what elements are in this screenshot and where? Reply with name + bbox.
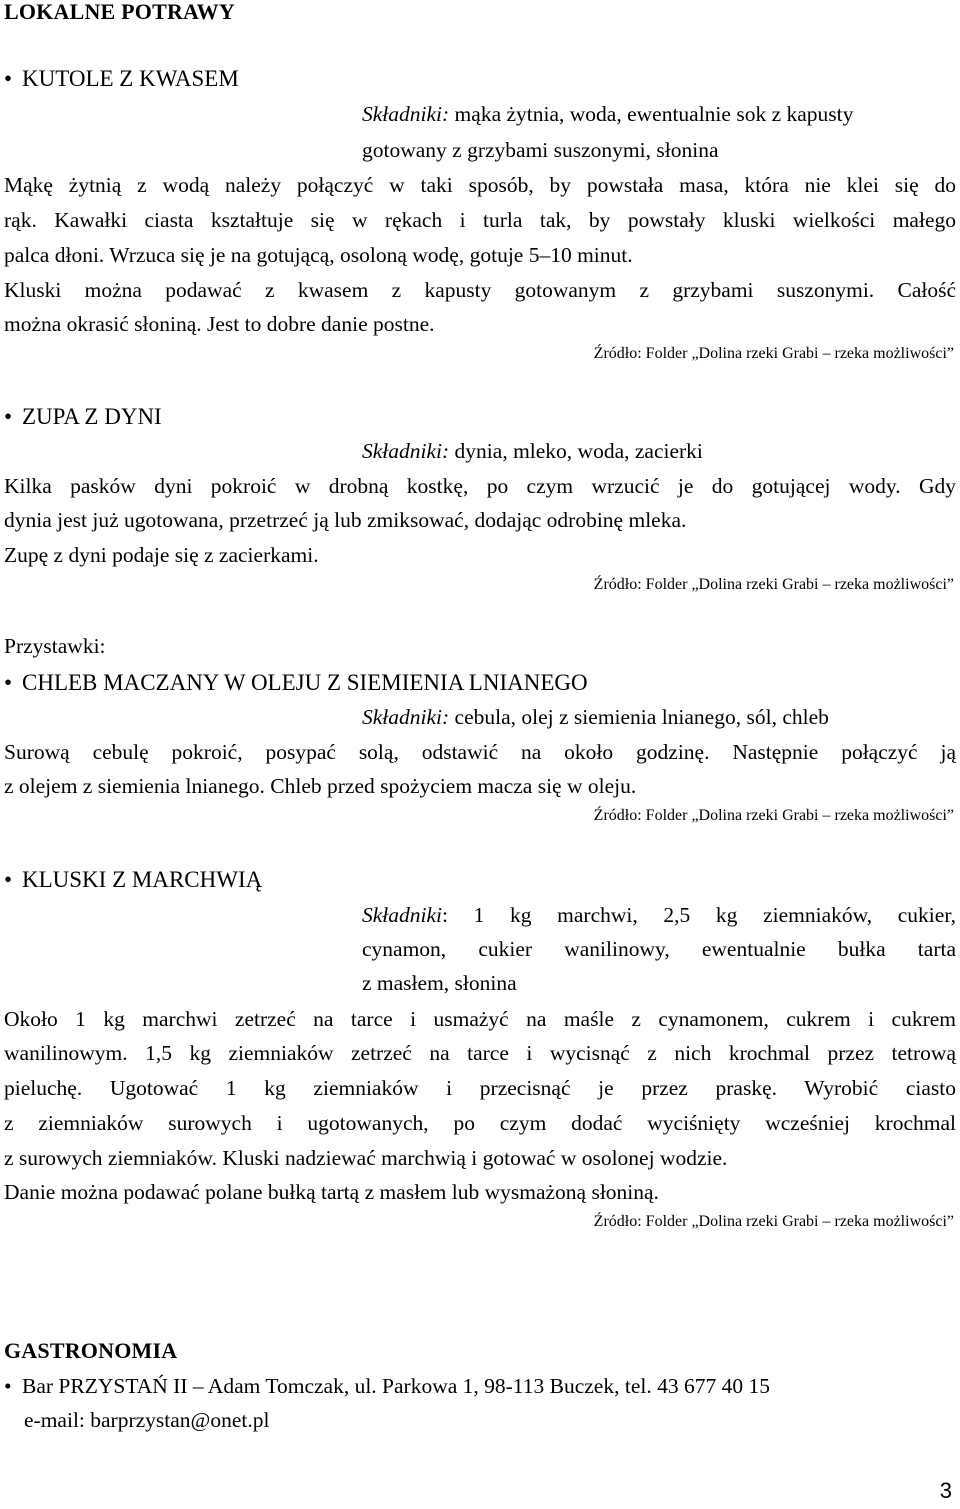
paragraph-line: pieluchę. Ugotować 1 kg ziemniaków i przecisnąć je przez praskę. Wyrobić ciasto xyxy=(4,1076,956,1100)
paragraph-line: Kluski można podawać z kwasem z kapusty gotowanym z grzybami suszonymi. Całość xyxy=(4,278,956,302)
ingredients-text: : 1 kg marchwi, 2,5 kg ziemniaków, cukier, xyxy=(442,903,956,927)
paragraph-line: z surowych ziemniaków. Kluski nadziewać marchwią i gotować w osolonej wodzie. xyxy=(4,1146,728,1170)
gastronomia-entry-text: Bar PRZYSTAŃ II – Adam Tomczak, ul. Parkowa 1, 98-113 Buczek, tel. 43 677 40 15 xyxy=(22,1374,770,1398)
recipe-title: CHLEB MACZANY W OLEJU Z SIEMIENIA LNIANEGO xyxy=(22,670,588,695)
paragraph-line: Surową cebulę pokroić, posypać solą, odstawić na około godzinę. Następnie połączyć ją xyxy=(4,740,956,764)
source-note: Źródło: Folder „Dolina rzeki Grabi – rzeka możliwości” xyxy=(593,807,954,824)
recipe-heading-zupa xyxy=(4,404,162,430)
ingredients-label: Składniki xyxy=(362,903,443,927)
ingredients-label: Składniki: xyxy=(362,705,450,729)
paragraph-line: z ziemniaków surowych i ugotowanych, po czym dodać wyciśnięty wcześniej krochmal xyxy=(4,1111,956,1135)
paragraph-line: palca dłoni. Wrzuca się je na gotującą, osoloną wodę, gotuje 5–10 minut. xyxy=(4,243,633,267)
gastronomia-email: e-mail: barprzystan@onet.pl xyxy=(24,1408,270,1432)
ingredients-label: Składniki: xyxy=(362,102,450,126)
source-note: Źródło: Folder „Dolina rzeki Grabi – rzeka możliwości” xyxy=(593,1213,954,1230)
section-heading-przystawki: Przystawki: xyxy=(4,634,106,658)
recipe-heading-kutole xyxy=(4,66,239,92)
ingredients-line xyxy=(362,439,703,464)
page-number: 3 xyxy=(939,1478,952,1503)
recipe-heading-kluski xyxy=(4,867,262,893)
paragraph-line: można okrasić słoniną. Jest to dobre danie postne. xyxy=(4,312,435,336)
ingredients-text: cebula, olej z siemienia lnianego, sól, chleb xyxy=(454,705,829,729)
ingredients-line xyxy=(362,705,829,730)
paragraph-line: z olejem z siemienia lnianego. Chleb przed spożyciem macza się w oleju. xyxy=(4,774,637,798)
ingredients-line xyxy=(362,102,853,127)
paragraph-line: Mąkę żytnią z wodą należy połączyć w taki sposób, by powstała masa, która nie klei się do xyxy=(4,173,956,197)
gastronomia-entry xyxy=(4,1374,770,1399)
ingredients-line: gotowany z grzybami suszonymi, słonina xyxy=(362,138,719,162)
ingredients-line xyxy=(362,903,956,928)
recipe-heading-chleb xyxy=(4,670,588,696)
recipe-title: ZUPA Z DYNI xyxy=(22,404,162,429)
ingredients-text: mąka żytnia, woda, ewentualnie sok z kapusty xyxy=(454,102,854,126)
bullet-icon: • xyxy=(4,670,13,695)
paragraph-line: Zupę z dyni podaje się z zacierkami. xyxy=(4,543,319,567)
gastronomia-title: GASTRONOMIA xyxy=(4,1338,178,1363)
ingredients-label: Składniki: xyxy=(362,439,450,463)
page-title: LOKALNE POTRAWY xyxy=(4,0,235,24)
paragraph-line: wanilinowym. 1,5 kg ziemniaków zetrzeć na tarce i wycisnąć z nich krochmal przez tetrową xyxy=(4,1041,956,1065)
bullet-icon: • xyxy=(4,867,13,892)
source-note: Źródło: Folder „Dolina rzeki Grabi – rzeka możliwości” xyxy=(593,576,954,593)
paragraph-line: rąk. Kawałki ciasta kształtuje się w rękach i turla tak, by powstały kluski wielkości małego xyxy=(4,208,956,232)
paragraph-line: Około 1 kg marchwi zetrzeć na tarce i usmażyć na maśle z cynamonem, cukrem i cukrem xyxy=(4,1007,956,1031)
source-note: Źródło: Folder „Dolina rzeki Grabi – rzeka możliwości” xyxy=(593,345,954,362)
bullet-icon: • xyxy=(4,404,13,429)
recipe-title: KUTOLE Z KWASEM xyxy=(22,66,239,91)
recipe-title: KLUSKI Z MARCHWIĄ xyxy=(22,867,263,892)
ingredients-line: cynamon, cukier wanilinowy, ewentualnie bułka tarta xyxy=(362,937,956,961)
ingredients-line: z masłem, słonina xyxy=(362,971,517,995)
bullet-icon: • xyxy=(4,1374,12,1398)
ingredients-text: dynia, mleko, woda, zacierki xyxy=(454,439,703,463)
paragraph-line: Kilka pasków dyni pokroić w drobną kostkę, po czym wrzucić je do gotującej wody. Gdy xyxy=(4,474,956,498)
paragraph-line: dynia jest już ugotowana, przetrzeć ją lub zmiksować, dodając odrobinę mleka. xyxy=(4,508,687,532)
bullet-icon: • xyxy=(4,66,13,91)
paragraph-line: Danie można podawać polane bułką tartą z masłem lub wysmażoną słoniną. xyxy=(4,1180,659,1204)
